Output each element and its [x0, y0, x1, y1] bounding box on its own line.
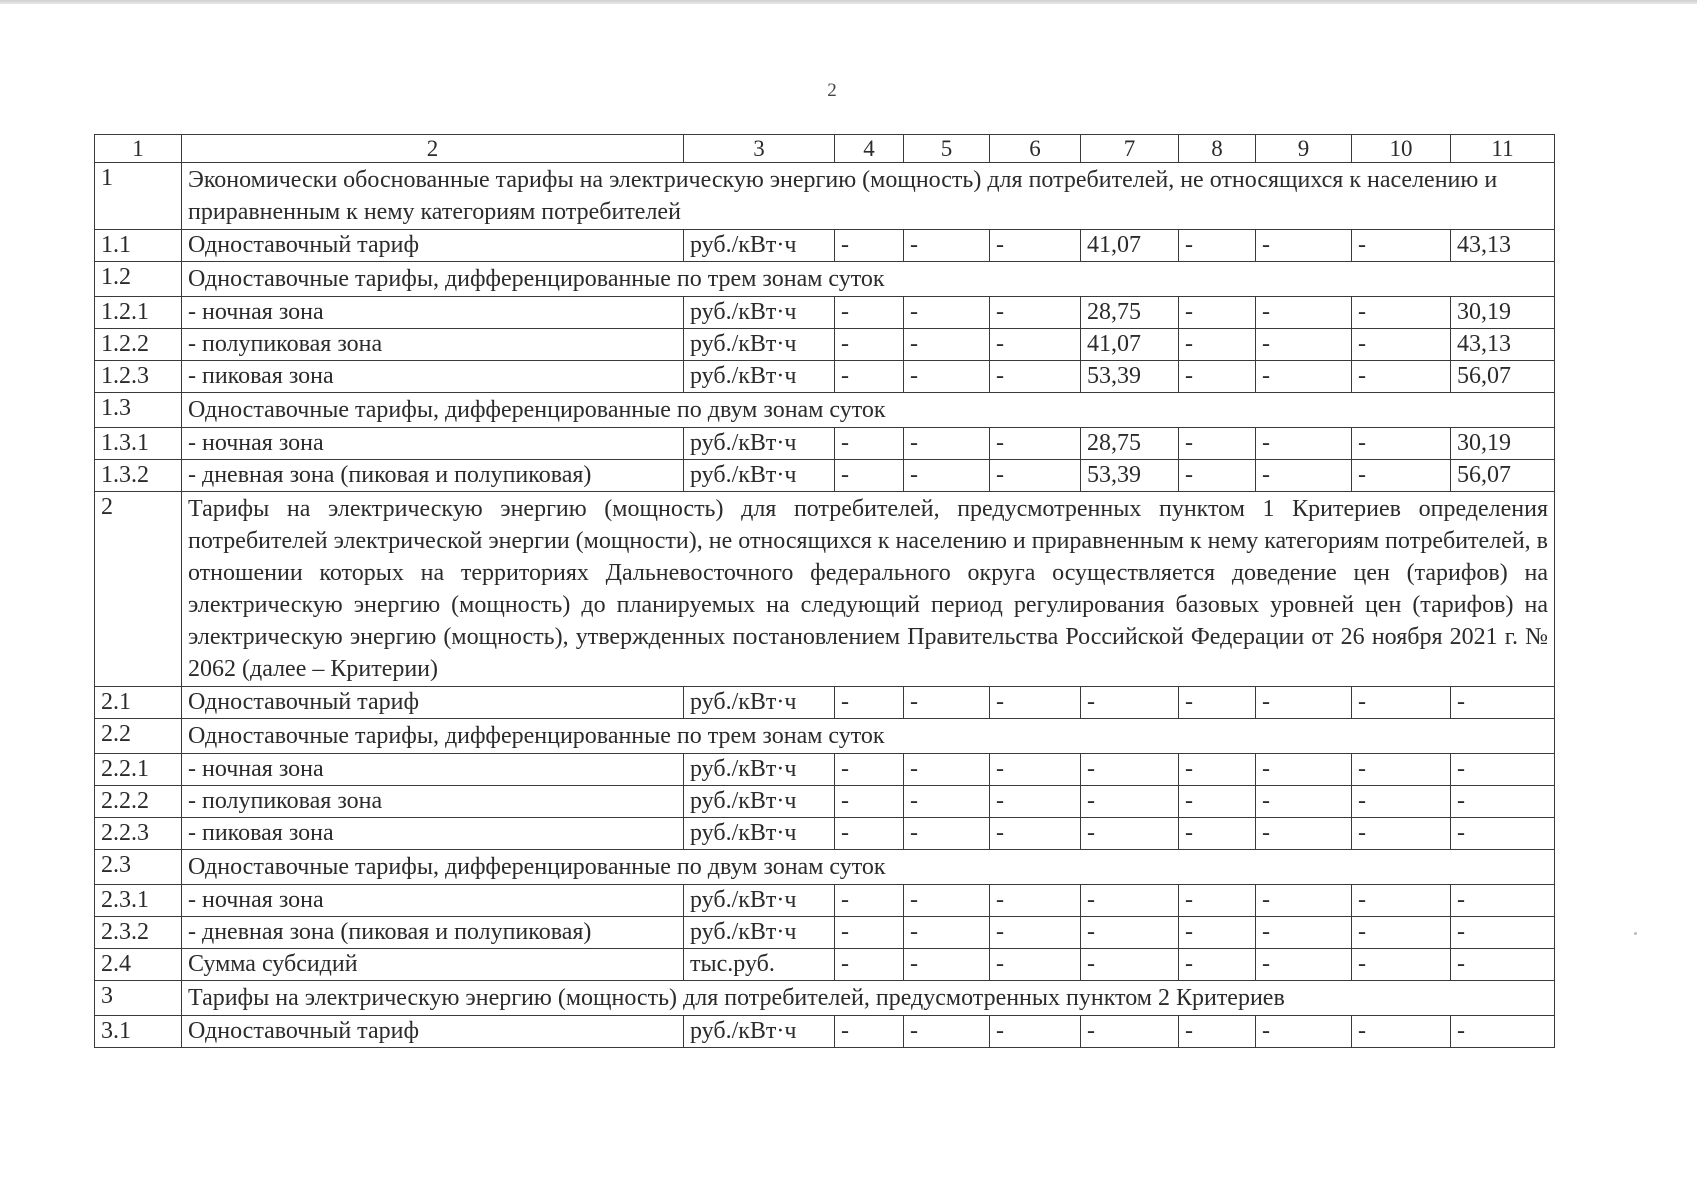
value-cell: - [1179, 297, 1256, 329]
row-number: 2.1 [95, 687, 182, 719]
value-cell: - [1179, 1016, 1256, 1048]
row-number: 2.2.3 [95, 818, 182, 850]
value-cell: - [904, 754, 990, 786]
unit-cell: руб./кВт·ч [684, 687, 835, 719]
value-cell: - [835, 1016, 904, 1048]
value-cell: - [1256, 428, 1352, 460]
value-cell: - [1256, 230, 1352, 262]
row-name: Одноставочный тариф [182, 687, 684, 719]
section-title: Экономически обоснованные тарифы на электрическую энергию (мощность) для потребителей, не относящихся к населению и приравненным к нему категориям потребителей [182, 163, 1555, 230]
value-cell: - [1352, 361, 1451, 393]
value-cell: - [1179, 917, 1256, 949]
value-cell: - [990, 297, 1081, 329]
column-number-cell: 5 [904, 135, 990, 163]
value-cell: - [1352, 818, 1451, 850]
row-number: 2.2 [95, 719, 182, 754]
value-cell: - [904, 460, 990, 492]
value-cell: - [835, 361, 904, 393]
value-cell: - [1179, 754, 1256, 786]
value-cell: - [1081, 754, 1179, 786]
value-cell: - [835, 297, 904, 329]
section-row [95, 719, 1555, 754]
value-cell: - [1352, 754, 1451, 786]
row-number: 3 [95, 981, 182, 1016]
value-cell: - [990, 428, 1081, 460]
column-number-cell: 1 [95, 135, 182, 163]
table-row [95, 949, 1555, 981]
value-cell: - [990, 885, 1081, 917]
row-number: 1.1 [95, 230, 182, 262]
row-name: Одноставочный тариф [182, 230, 684, 262]
value-cell: - [1179, 460, 1256, 492]
table-row [95, 361, 1555, 393]
value-cell: - [1081, 1016, 1179, 1048]
value-cell: - [835, 460, 904, 492]
value-cell: - [835, 329, 904, 361]
column-number-cell: 9 [1256, 135, 1352, 163]
value-cell: - [1451, 786, 1555, 818]
row-name: - пиковая зона [182, 818, 684, 850]
value-cell: - [835, 917, 904, 949]
table-row [95, 754, 1555, 786]
unit-cell: руб./кВт·ч [684, 917, 835, 949]
row-number: 2.2.2 [95, 786, 182, 818]
unit-cell: тыс.руб. [684, 949, 835, 981]
value-cell: 28,75 [1081, 297, 1179, 329]
value-cell: - [1256, 786, 1352, 818]
value-cell: - [1081, 786, 1179, 818]
row-number: 1.3.1 [95, 428, 182, 460]
value-cell: - [904, 428, 990, 460]
value-cell: 28,75 [1081, 428, 1179, 460]
value-cell: - [1352, 297, 1451, 329]
value-cell: - [1256, 1016, 1352, 1048]
row-number: 1.2.1 [95, 297, 182, 329]
value-cell: - [835, 754, 904, 786]
table-row [95, 230, 1555, 262]
section-row [95, 163, 1555, 230]
column-number-cell: 11 [1451, 135, 1555, 163]
column-number-cell: 10 [1352, 135, 1451, 163]
column-number-cell: 4 [835, 135, 904, 163]
value-cell: - [1451, 687, 1555, 719]
value-cell: - [990, 786, 1081, 818]
value-cell: - [1352, 428, 1451, 460]
value-cell: - [835, 786, 904, 818]
value-cell: - [1179, 428, 1256, 460]
value-cell: 41,07 [1081, 329, 1179, 361]
value-cell: - [1256, 818, 1352, 850]
unit-cell: руб./кВт·ч [684, 297, 835, 329]
value-cell: - [1256, 329, 1352, 361]
value-cell: - [1451, 1016, 1555, 1048]
unit-cell: руб./кВт·ч [684, 428, 835, 460]
row-number: 1 [95, 163, 182, 230]
value-cell: - [904, 786, 990, 818]
row-number: 1.2.3 [95, 361, 182, 393]
value-cell: - [904, 1016, 990, 1048]
value-cell: - [1179, 687, 1256, 719]
value-cell: - [1352, 949, 1451, 981]
row-name: - дневная зона (пиковая и полупиковая) [182, 917, 684, 949]
row-name: - ночная зона [182, 754, 684, 786]
value-cell: - [1081, 949, 1179, 981]
unit-cell: руб./кВт·ч [684, 818, 835, 850]
value-cell: - [904, 885, 990, 917]
table-row [95, 329, 1555, 361]
value-cell: - [1451, 818, 1555, 850]
value-cell: - [990, 230, 1081, 262]
value-cell: - [835, 428, 904, 460]
value-cell: - [1256, 687, 1352, 719]
scan-edge [0, 0, 1697, 4]
value-cell: - [1179, 818, 1256, 850]
section-row [95, 262, 1555, 297]
scan-speck [1634, 932, 1637, 935]
section-title: Тарифы на электрическую энергию (мощность) для потребителей, предусмотренных пунктом 2 Критериев [182, 981, 1555, 1016]
value-cell: - [1451, 885, 1555, 917]
value-cell: - [1179, 949, 1256, 981]
unit-cell: руб./кВт·ч [684, 1016, 835, 1048]
column-number-cell: 8 [1179, 135, 1256, 163]
value-cell: 30,19 [1451, 297, 1555, 329]
section-row [95, 981, 1555, 1016]
value-cell: - [990, 329, 1081, 361]
table-row [95, 428, 1555, 460]
value-cell: - [1081, 917, 1179, 949]
value-cell: - [1256, 885, 1352, 917]
value-cell: - [1256, 297, 1352, 329]
value-cell: - [1352, 230, 1451, 262]
unit-cell: руб./кВт·ч [684, 754, 835, 786]
value-cell: 43,13 [1451, 230, 1555, 262]
value-cell: - [904, 297, 990, 329]
row-number: 3.1 [95, 1016, 182, 1048]
column-number-row [95, 135, 1555, 163]
value-cell: - [990, 754, 1081, 786]
value-cell: - [1256, 917, 1352, 949]
row-name: - ночная зона [182, 297, 684, 329]
table-row [95, 687, 1555, 719]
section-title: Одноставочные тарифы, дифференцированные по трем зонам суток [182, 719, 1555, 754]
row-name: Сумма субсидий [182, 949, 684, 981]
value-cell: - [1352, 687, 1451, 719]
value-cell: - [904, 361, 990, 393]
column-number-cell: 6 [990, 135, 1081, 163]
value-cell: - [1179, 329, 1256, 361]
value-cell: - [904, 230, 990, 262]
value-cell: - [1352, 885, 1451, 917]
value-cell: - [1352, 1016, 1451, 1048]
unit-cell: руб./кВт·ч [684, 329, 835, 361]
table-row [95, 818, 1555, 850]
value-cell: - [1451, 949, 1555, 981]
row-number: 1.2.2 [95, 329, 182, 361]
value-cell: - [835, 687, 904, 719]
value-cell: - [1352, 917, 1451, 949]
value-cell: - [990, 949, 1081, 981]
value-cell: - [835, 230, 904, 262]
value-cell: - [1179, 885, 1256, 917]
value-cell: - [990, 1016, 1081, 1048]
row-number: 1.3.2 [95, 460, 182, 492]
value-cell: 30,19 [1451, 428, 1555, 460]
value-cell: - [1256, 754, 1352, 786]
column-number-cell: 7 [1081, 135, 1179, 163]
value-cell: - [1081, 687, 1179, 719]
value-cell: 43,13 [1451, 329, 1555, 361]
row-number: 1.2 [95, 262, 182, 297]
value-cell: - [904, 329, 990, 361]
table-row [95, 460, 1555, 492]
value-cell: 56,07 [1451, 460, 1555, 492]
value-cell: - [990, 460, 1081, 492]
value-cell: - [1081, 818, 1179, 850]
row-name: - ночная зона [182, 428, 684, 460]
row-name: - пиковая зона [182, 361, 684, 393]
table-row [95, 297, 1555, 329]
value-cell: - [990, 818, 1081, 850]
value-cell: - [904, 687, 990, 719]
section-row [95, 393, 1555, 428]
row-number: 1.3 [95, 393, 182, 428]
table-row [95, 917, 1555, 949]
value-cell: - [835, 818, 904, 850]
value-cell: - [904, 818, 990, 850]
value-cell: - [1179, 361, 1256, 393]
row-name: - полупиковая зона [182, 786, 684, 818]
value-cell: - [1081, 885, 1179, 917]
table-row [95, 1016, 1555, 1048]
row-number: 2.3.2 [95, 917, 182, 949]
section-row [95, 850, 1555, 885]
value-cell: 53,39 [1081, 460, 1179, 492]
value-cell: - [1451, 754, 1555, 786]
row-name: - полупиковая зона [182, 329, 684, 361]
row-name: - ночная зона [182, 885, 684, 917]
row-number: 2.3.1 [95, 885, 182, 917]
section-title: Тарифы на электрическую энергию (мощность) для потребителей, предусмотренных пунктом 1 Критериев определения потребителей электрической энергии (мощности), не относящихся к населению и приравненным к нему категориям потребителей, в отношении которых на территориях Дальневосточного федерального округа осуществляется доведение цен (тарифов) на электрическую энергию (мощность) до планируемых на следующий период регулирования базовых уровней цен (тарифов) на электрическую энергию (мощность), утвержденных постановлением Правительства Российской Федерации от 26 ноября 2021 г. № 2062 (далее – Критерии) [182, 492, 1555, 687]
table-row [95, 885, 1555, 917]
row-number: 2.2.1 [95, 754, 182, 786]
column-number-cell: 2 [182, 135, 684, 163]
value-cell: - [990, 917, 1081, 949]
value-cell: - [1451, 917, 1555, 949]
unit-cell: руб./кВт·ч [684, 460, 835, 492]
value-cell: 53,39 [1081, 361, 1179, 393]
value-cell: - [1352, 786, 1451, 818]
page-number: 2 [827, 80, 837, 101]
row-number: 2.3 [95, 850, 182, 885]
value-cell: - [1256, 460, 1352, 492]
column-number-cell: 3 [684, 135, 835, 163]
value-cell: - [990, 687, 1081, 719]
value-cell: - [904, 917, 990, 949]
row-number: 2 [95, 492, 182, 687]
section-row [95, 492, 1555, 687]
value-cell: 56,07 [1451, 361, 1555, 393]
value-cell: - [835, 885, 904, 917]
unit-cell: руб./кВт·ч [684, 361, 835, 393]
value-cell: - [835, 949, 904, 981]
value-cell: - [990, 361, 1081, 393]
section-title: Одноставочные тарифы, дифференцированные по двум зонам суток [182, 850, 1555, 885]
row-name: - дневная зона (пиковая и полупиковая) [182, 460, 684, 492]
table-row [95, 786, 1555, 818]
row-number: 2.4 [95, 949, 182, 981]
unit-cell: руб./кВт·ч [684, 786, 835, 818]
tariff-table [94, 134, 1555, 1048]
value-cell: - [1256, 949, 1352, 981]
value-cell: - [1352, 460, 1451, 492]
value-cell: - [904, 949, 990, 981]
value-cell: 41,07 [1081, 230, 1179, 262]
value-cell: - [1179, 786, 1256, 818]
value-cell: - [1179, 230, 1256, 262]
value-cell: - [1256, 361, 1352, 393]
row-name: Одноставочный тариф [182, 1016, 684, 1048]
section-title: Одноставочные тарифы, дифференцированные по трем зонам суток [182, 262, 1555, 297]
section-title: Одноставочные тарифы, дифференцированные по двум зонам суток [182, 393, 1555, 428]
unit-cell: руб./кВт·ч [684, 230, 835, 262]
unit-cell: руб./кВт·ч [684, 885, 835, 917]
value-cell: - [1352, 329, 1451, 361]
